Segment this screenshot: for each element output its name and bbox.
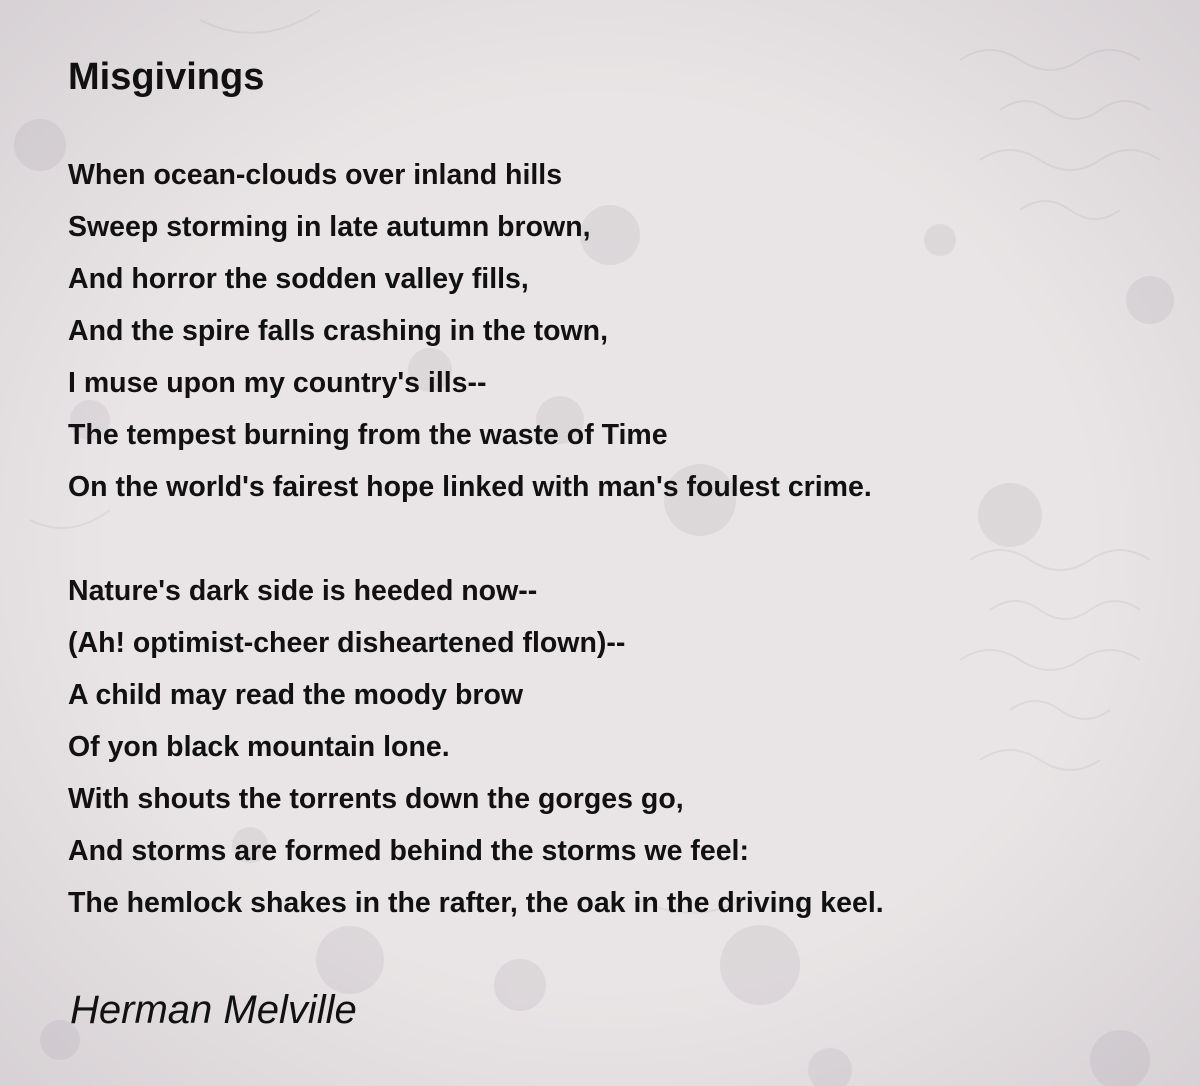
poem-author: Herman Melville <box>70 988 357 1032</box>
poem-line: With shouts the torrents down the gorges go, <box>68 783 684 815</box>
poem-line: When ocean-clouds over inland hills <box>68 159 563 191</box>
stanza-2 <box>68 565 884 929</box>
stanza-1 <box>68 149 872 513</box>
poem-line: I muse upon my country's ills-- <box>68 367 487 399</box>
poem-line: Of yon black mountain lone. <box>68 731 450 763</box>
poem-line: The hemlock shakes in the rafter, the oak in the driving keel. <box>68 887 884 919</box>
poem-line: (Ah! optimist-cheer disheartened flown)-- <box>68 627 626 659</box>
poem-line: And horror the sodden valley fills, <box>68 263 529 295</box>
poem-line: Nature's dark side is heeded now-- <box>68 575 538 607</box>
poem-line: And storms are formed behind the storms we feel: <box>68 835 749 867</box>
poem-line: The tempest burning from the waste of Time <box>68 419 668 451</box>
poem-line: And the spire falls crashing in the town, <box>68 315 608 347</box>
poem-line: On the world's fairest hope linked with man's foulest crime. <box>68 471 872 503</box>
poem-line: Sweep storming in late autumn brown, <box>68 211 591 243</box>
poem-title: Misgivings <box>68 56 265 98</box>
poem-line: A child may read the moody brow <box>68 679 524 711</box>
